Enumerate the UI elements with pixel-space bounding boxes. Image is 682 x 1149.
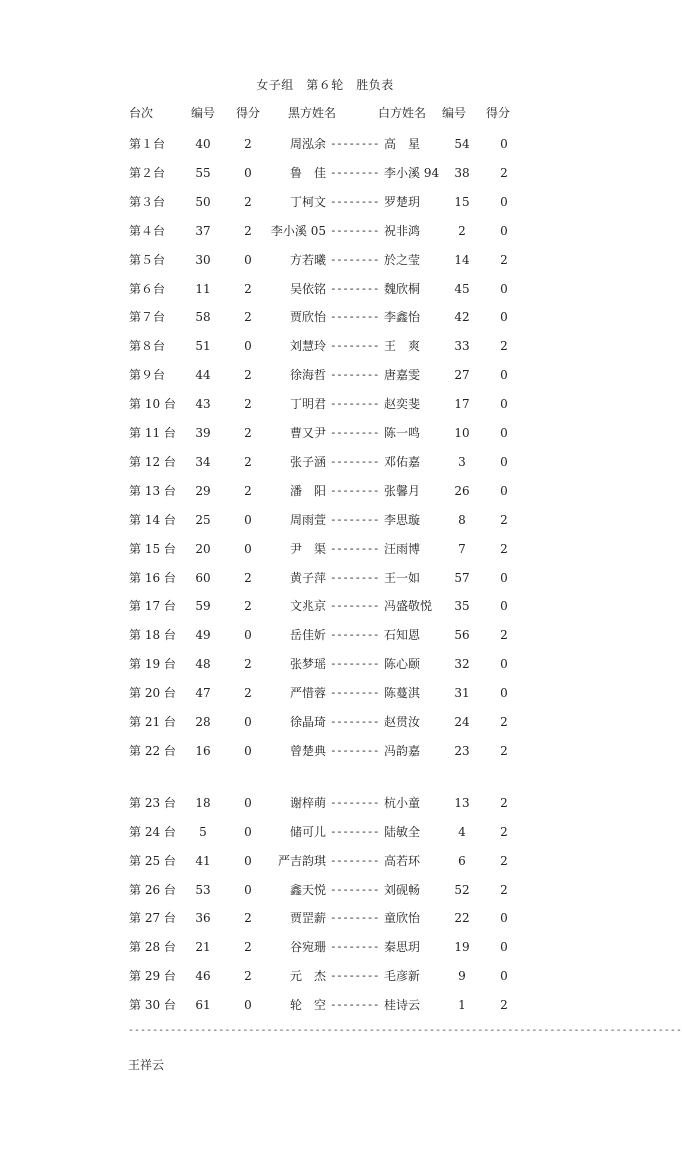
white-no-cell: 33 — [454, 339, 470, 353]
vs-separator: -------- — [330, 282, 379, 295]
white-score-cell: 2 — [500, 166, 508, 180]
black-no-cell: 39 — [195, 426, 211, 440]
page-title: 女子组 第６轮 胜负表 — [256, 78, 394, 92]
vs-separator: -------- — [330, 998, 379, 1011]
black-no-cell: 16 — [195, 744, 211, 758]
black-name-cell: 文兆京 — [289, 599, 326, 613]
white-name-cell: 秦思玥 — [384, 940, 421, 954]
white-score-cell: 2 — [500, 744, 508, 758]
white-no-cell: 13 — [454, 796, 470, 810]
table-cell: 第 17 台 — [129, 599, 176, 613]
black-score-cell: 2 — [244, 426, 252, 440]
white-score-cell: 0 — [500, 969, 508, 983]
white-name-cell: 张馨月 — [384, 484, 421, 498]
black-no-cell: 11 — [195, 282, 211, 296]
black-score-cell: 2 — [244, 455, 252, 469]
table-row — [0, 482, 650, 500]
white-name-cell: 魏欣桐 — [384, 282, 421, 296]
black-score-cell: 0 — [244, 744, 252, 758]
table-cell: 第５台 — [129, 253, 166, 267]
vs-separator: -------- — [330, 686, 379, 699]
white-no-cell: 6 — [458, 854, 466, 868]
table-cell: 第 26 台 — [129, 883, 176, 897]
table-row — [0, 794, 650, 812]
table-cell: 第 23 台 — [129, 796, 176, 810]
white-no-cell: 23 — [454, 744, 470, 758]
white-name-cell: 高若环 — [384, 854, 421, 868]
table-row — [0, 308, 650, 326]
table-cell: 第１台 — [129, 137, 166, 151]
white-name-cell: 邓佑嘉 — [384, 455, 421, 469]
black-no-cell: 53 — [195, 883, 211, 897]
black-no-cell: 60 — [195, 571, 211, 585]
table-cell: 第 15 台 — [129, 542, 176, 556]
white-name-cell: 李思璇 — [384, 513, 421, 527]
divider-line: -------------------------------------------------------------------------------------------- — [128, 1025, 682, 1036]
vs-separator: -------- — [330, 484, 379, 497]
black-name-cell: 谷宛珊 — [289, 940, 326, 954]
white-no-cell: 1 — [458, 998, 466, 1012]
black-score-cell: 0 — [244, 339, 252, 353]
white-name-cell: 唐嘉雯 — [384, 368, 421, 382]
table-row — [0, 453, 650, 471]
vs-separator: -------- — [330, 339, 379, 352]
table-row — [0, 996, 650, 1014]
white-name-cell: 汪雨博 — [384, 542, 421, 556]
table-row — [0, 511, 650, 529]
table-cell: 第８台 — [129, 339, 166, 353]
table-row — [0, 135, 650, 153]
black-score-cell: 0 — [244, 542, 252, 556]
black-name-cell: 潘 阳 — [289, 484, 326, 498]
black-no-cell: 61 — [195, 998, 211, 1012]
table-cell: 第 16 台 — [129, 571, 176, 585]
black-no-cell: 50 — [195, 195, 211, 209]
white-score-cell: 2 — [500, 854, 508, 868]
black-no-cell: 18 — [195, 796, 211, 810]
table-cell: 第３台 — [129, 195, 166, 209]
black-name-cell: 张子涵 — [289, 455, 326, 469]
white-no-cell: 24 — [454, 715, 470, 729]
white-no-cell: 10 — [454, 426, 470, 440]
white-score-cell: 2 — [500, 339, 508, 353]
white-no-cell: 7 — [458, 542, 466, 556]
black-name-cell: 刘慧玲 — [289, 339, 326, 353]
white-name-cell: 高 星 — [384, 137, 421, 151]
black-score-cell: 2 — [244, 911, 252, 925]
table-row — [0, 655, 650, 673]
white-no-cell: 14 — [454, 253, 470, 267]
white-score-cell: 2 — [500, 715, 508, 729]
white-no-cell: 8 — [458, 513, 466, 527]
white-no-cell: 9 — [458, 969, 466, 983]
white-no-cell: 54 — [454, 137, 470, 151]
black-name-cell: 曹又尹 — [289, 426, 326, 440]
white-score-cell: 2 — [500, 998, 508, 1012]
black-no-cell: 20 — [195, 542, 211, 556]
table-row — [0, 540, 650, 558]
black-name-cell: 贾欣怡 — [289, 310, 326, 324]
table-row — [0, 823, 650, 841]
black-no-cell: 36 — [195, 911, 211, 925]
white-name-cell: 赵奕斐 — [384, 397, 421, 411]
black-score-cell: 2 — [244, 657, 252, 671]
table-cell: 第 27 台 — [129, 911, 176, 925]
table-cell: 第 21 台 — [129, 715, 176, 729]
table-cell: 第 14 台 — [129, 513, 176, 527]
white-no-cell: 19 — [454, 940, 470, 954]
white-name-cell: 李鑫怡 — [384, 310, 421, 324]
vs-separator: -------- — [330, 796, 379, 809]
table-cell: 第 22 台 — [129, 744, 176, 758]
white-score-cell: 2 — [500, 796, 508, 810]
white-no-cell: 22 — [454, 911, 470, 925]
black-score-cell: 2 — [244, 282, 252, 296]
black-name-cell: 张梦瑶 — [289, 657, 326, 671]
white-score-cell: 2 — [500, 883, 508, 897]
black-score-cell: 2 — [244, 484, 252, 498]
black-no-cell: 44 — [195, 368, 211, 382]
black-score-cell: 2 — [244, 969, 252, 983]
black-name-cell: 严吉韵琪 — [277, 854, 326, 868]
vs-separator: -------- — [330, 513, 379, 526]
table-row — [0, 967, 650, 985]
black-no-cell: 41 — [195, 854, 211, 868]
white-score-cell: 0 — [500, 686, 508, 700]
vs-separator: -------- — [330, 397, 379, 410]
black-no-cell: 51 — [195, 339, 211, 353]
white-score-cell: 2 — [500, 513, 508, 527]
table-row — [0, 164, 650, 182]
table-cell: 第 10 台 — [129, 397, 176, 411]
black-no-cell: 28 — [195, 715, 211, 729]
black-score-cell: 0 — [244, 166, 252, 180]
black-no-cell: 34 — [195, 455, 211, 469]
black-name-cell: 岳佳妡 — [289, 628, 326, 642]
header-black-name: 黑方姓名 — [287, 106, 336, 120]
black-score-cell: 0 — [244, 715, 252, 729]
black-score-cell: 0 — [244, 883, 252, 897]
white-score-cell: 0 — [500, 137, 508, 151]
white-name-cell: 祝非鸿 — [384, 224, 421, 238]
table-cell: 第 11 台 — [129, 426, 176, 440]
table-row — [0, 626, 650, 644]
black-score-cell: 0 — [244, 825, 252, 839]
black-score-cell: 0 — [244, 854, 252, 868]
white-name-cell: 陆敏全 — [384, 825, 421, 839]
black-name-cell: 鑫天悦 — [289, 883, 326, 897]
black-name-cell: 储可儿 — [289, 825, 326, 839]
white-score-cell: 0 — [500, 571, 508, 585]
white-score-cell: 0 — [500, 282, 508, 296]
vs-separator: -------- — [330, 940, 379, 953]
white-no-cell: 15 — [454, 195, 470, 209]
table-cell: 第６台 — [129, 282, 166, 296]
white-score-cell: 2 — [500, 253, 508, 267]
table-row — [0, 938, 650, 956]
table-cell: 第 30 台 — [129, 998, 176, 1012]
header-black-score: 得分 — [235, 106, 260, 120]
table-cell: 第９台 — [129, 368, 166, 382]
white-name-cell: 陈心颐 — [384, 657, 421, 671]
black-name-cell: 吴依铭 — [289, 282, 326, 296]
white-name-cell: 陈一鸣 — [384, 426, 421, 440]
black-score-cell: 0 — [244, 253, 252, 267]
vs-separator: -------- — [330, 310, 379, 323]
black-name-cell: 鲁 佳 — [289, 166, 326, 180]
white-no-cell: 45 — [454, 282, 470, 296]
vs-separator: -------- — [330, 224, 379, 237]
white-no-cell: 26 — [454, 484, 470, 498]
black-no-cell: 58 — [195, 310, 211, 324]
black-score-cell: 2 — [244, 224, 252, 238]
vs-separator: -------- — [330, 911, 379, 924]
black-name-cell: 李小溪 05 — [270, 224, 326, 238]
table-row — [0, 395, 650, 413]
white-score-cell: 2 — [500, 542, 508, 556]
black-score-cell: 2 — [244, 571, 252, 585]
black-name-cell: 周泓余 — [289, 137, 326, 151]
vs-separator: -------- — [330, 455, 379, 468]
white-name-cell: 王一如 — [384, 571, 421, 585]
black-name-cell: 黄子萍 — [289, 571, 326, 585]
vs-separator: -------- — [330, 542, 379, 555]
black-no-cell: 59 — [195, 599, 211, 613]
white-score-cell: 0 — [500, 368, 508, 382]
table-row — [0, 742, 650, 760]
white-score-cell: 0 — [500, 484, 508, 498]
black-name-cell: 徐海哲 — [289, 368, 326, 382]
vs-separator: -------- — [330, 426, 379, 439]
black-no-cell: 5 — [199, 825, 207, 839]
white-name-cell: 童欣怡 — [384, 911, 421, 925]
black-score-cell: 2 — [244, 599, 252, 613]
table-row — [0, 881, 650, 899]
black-name-cell: 严惜蓉 — [289, 686, 326, 700]
white-no-cell: 2 — [458, 224, 466, 238]
black-name-cell: 方若曦 — [289, 253, 326, 267]
black-name-cell: 尹 渠 — [289, 542, 326, 556]
vs-separator: -------- — [330, 166, 379, 179]
white-no-cell: 27 — [454, 368, 470, 382]
black-score-cell: 2 — [244, 397, 252, 411]
table-row — [0, 280, 650, 298]
table-row — [0, 424, 650, 442]
header-black-no: 编号 — [190, 106, 215, 120]
white-score-cell: 0 — [500, 455, 508, 469]
table-row — [0, 713, 650, 731]
black-score-cell: 2 — [244, 940, 252, 954]
white-no-cell: 56 — [454, 628, 470, 642]
vs-separator: -------- — [330, 854, 379, 867]
white-score-cell: 0 — [500, 940, 508, 954]
vs-separator: -------- — [330, 195, 379, 208]
table-cell: 第 28 台 — [129, 940, 176, 954]
black-no-cell: 47 — [195, 686, 211, 700]
white-name-cell: 罗楚玥 — [384, 195, 421, 209]
table-cell: 第 20 台 — [129, 686, 176, 700]
white-no-cell: 57 — [454, 571, 470, 585]
black-score-cell: 2 — [244, 195, 252, 209]
table-cell: 第７台 — [129, 310, 166, 324]
black-no-cell: 25 — [195, 513, 211, 527]
table-cell: 第 13 台 — [129, 484, 176, 498]
black-name-cell: 谢梓萌 — [289, 796, 326, 810]
black-no-cell: 46 — [195, 969, 211, 983]
vs-separator: -------- — [330, 137, 379, 150]
vs-separator: -------- — [330, 571, 379, 584]
white-score-cell: 0 — [500, 426, 508, 440]
black-no-cell: 21 — [195, 940, 211, 954]
table-row — [0, 597, 650, 615]
table-row — [0, 251, 650, 269]
white-no-cell: 3 — [458, 455, 466, 469]
black-score-cell: 2 — [244, 137, 252, 151]
black-no-cell: 40 — [195, 137, 211, 151]
white-score-cell: 0 — [500, 911, 508, 925]
white-name-cell: 毛彦新 — [384, 969, 421, 983]
table-row — [0, 569, 650, 587]
white-name-cell: 冯韵嘉 — [384, 744, 421, 758]
black-score-cell: 2 — [244, 310, 252, 324]
black-name-cell: 丁柯文 — [289, 195, 326, 209]
black-name-cell: 周雨萱 — [289, 513, 326, 527]
table-row — [0, 852, 650, 870]
black-no-cell: 48 — [195, 657, 211, 671]
white-name-cell: 桂诗云 — [384, 998, 421, 1012]
table-cell: 第 19 台 — [129, 657, 176, 671]
table-row — [0, 193, 650, 211]
table-cell: 第 24 台 — [129, 825, 176, 839]
black-no-cell: 37 — [195, 224, 211, 238]
table-row — [0, 222, 650, 240]
table-cell: 第 29 台 — [129, 969, 176, 983]
vs-separator: -------- — [330, 368, 379, 381]
black-score-cell: 0 — [244, 998, 252, 1012]
header-white-name: 白方姓名 — [377, 106, 426, 120]
header-table: 台次 — [129, 106, 154, 120]
black-score-cell: 2 — [244, 686, 252, 700]
table-cell: 第２台 — [129, 166, 166, 180]
black-name-cell: 轮 空 — [289, 998, 326, 1012]
black-name-cell: 元 杰 — [289, 969, 326, 983]
white-name-cell: 刘砚畅 — [384, 883, 421, 897]
header-white-score: 得分 — [485, 106, 510, 120]
table-row — [0, 684, 650, 702]
vs-separator: -------- — [330, 825, 379, 838]
vs-separator: -------- — [330, 715, 379, 728]
table-row — [0, 909, 650, 927]
white-name-cell: 陈蔓淇 — [384, 686, 421, 700]
black-no-cell: 55 — [195, 166, 211, 180]
vs-separator: -------- — [330, 599, 379, 612]
vs-separator: -------- — [330, 744, 379, 757]
white-name-cell: 杭小童 — [384, 796, 421, 810]
black-score-cell: 2 — [244, 368, 252, 382]
white-name-cell: 冯盛敬悦 — [384, 599, 433, 613]
white-score-cell: 0 — [500, 599, 508, 613]
black-score-cell: 0 — [244, 796, 252, 810]
white-no-cell: 4 — [458, 825, 466, 839]
table-header — [0, 104, 650, 122]
white-score-cell: 0 — [500, 657, 508, 671]
vs-separator: -------- — [330, 969, 379, 982]
black-score-cell: 0 — [244, 513, 252, 527]
white-no-cell: 31 — [454, 686, 470, 700]
vs-separator: -------- — [330, 253, 379, 266]
table-cell: 第 12 台 — [129, 455, 176, 469]
black-name-cell: 曾楚典 — [289, 744, 326, 758]
white-score-cell: 2 — [500, 628, 508, 642]
white-score-cell: 0 — [500, 397, 508, 411]
white-name-cell: 於之莹 — [384, 253, 421, 267]
white-score-cell: 2 — [500, 825, 508, 839]
vs-separator: -------- — [330, 657, 379, 670]
white-name-cell: 李小溪 94 — [384, 166, 440, 180]
white-no-cell: 17 — [454, 397, 470, 411]
white-score-cell: 0 — [500, 195, 508, 209]
table-cell: 第４台 — [129, 224, 166, 238]
black-score-cell: 0 — [244, 628, 252, 642]
black-name-cell: 贾罡薪 — [289, 911, 326, 925]
table-row — [0, 366, 650, 384]
header-white-no: 编号 — [441, 106, 466, 120]
white-no-cell: 52 — [454, 883, 470, 897]
white-no-cell: 38 — [454, 166, 470, 180]
black-no-cell: 30 — [195, 253, 211, 267]
black-name-cell: 丁明君 — [289, 397, 326, 411]
white-score-cell: 0 — [500, 224, 508, 238]
black-no-cell: 43 — [195, 397, 211, 411]
black-no-cell: 29 — [195, 484, 211, 498]
author-name: 王祥云 — [128, 1058, 165, 1072]
vs-separator: -------- — [330, 628, 379, 641]
white-no-cell: 35 — [454, 599, 470, 613]
table-row — [0, 337, 650, 355]
white-name-cell: 王 爽 — [384, 339, 421, 353]
table-cell: 第 25 台 — [129, 854, 176, 868]
table-cell: 第 18 台 — [129, 628, 176, 642]
white-name-cell: 石知恩 — [384, 628, 421, 642]
black-no-cell: 49 — [195, 628, 211, 642]
black-name-cell: 徐晶琦 — [289, 715, 326, 729]
vs-separator: -------- — [330, 883, 379, 896]
white-no-cell: 32 — [454, 657, 470, 671]
white-name-cell: 赵贯汝 — [384, 715, 421, 729]
white-score-cell: 0 — [500, 310, 508, 324]
white-no-cell: 42 — [454, 310, 470, 324]
